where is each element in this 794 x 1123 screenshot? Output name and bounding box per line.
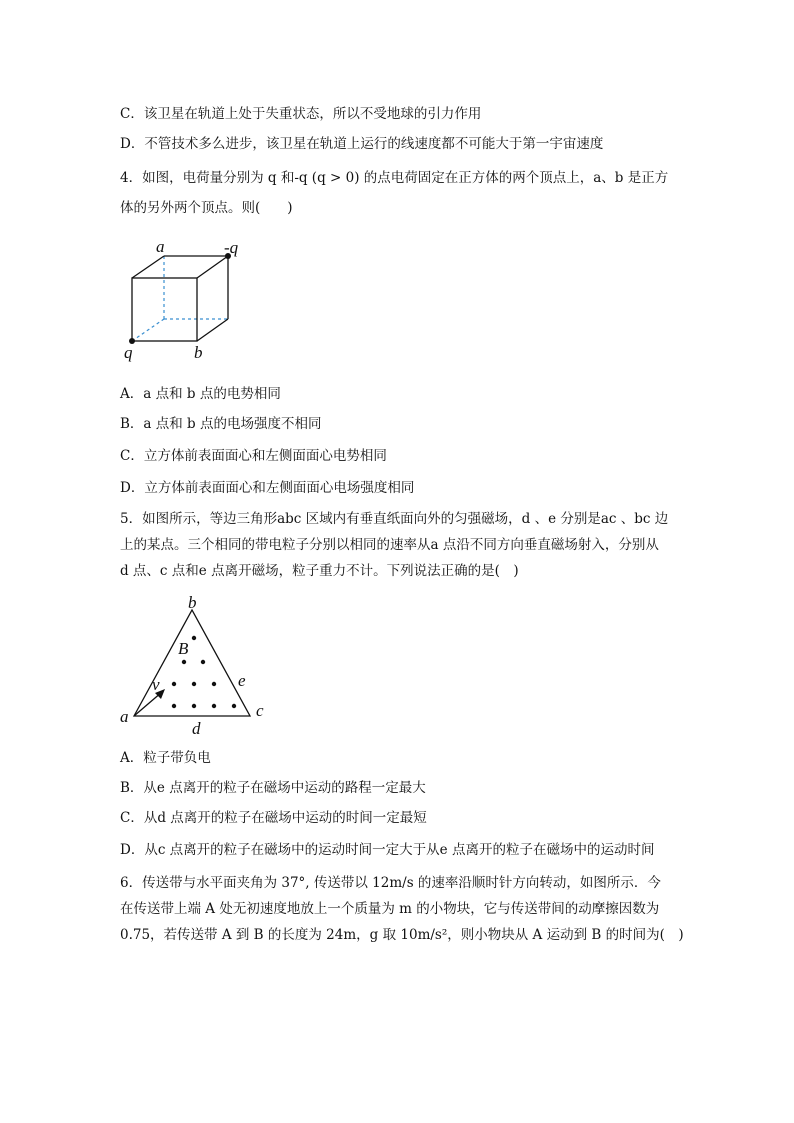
q5-option-b: B．从e 点离开的粒子在磁场中运动的路程一定最大 bbox=[120, 780, 426, 796]
label-b: b bbox=[188, 593, 197, 612]
q3-option-c: C．该卫星在轨道上处于失重状态，所以不受地球的引力作用 bbox=[120, 106, 482, 122]
q5-option-c: C．从d 点离开的粒子在磁场中运动的时间一定最短 bbox=[120, 810, 427, 826]
q3-option-d: D．不管技术多么进步，该卫星在轨道上运行的线速度都不可能大于第一宇宙速度 bbox=[120, 136, 604, 152]
label-neg-q: -q bbox=[224, 238, 239, 257]
label-d: d bbox=[192, 719, 201, 738]
label-a: a bbox=[156, 237, 165, 256]
q4-stem-line2: 体的另外两个顶点。则( ) bbox=[120, 200, 293, 216]
q4-option-d: D．立方体前表面面心和左侧面面心电场强度相同 bbox=[120, 480, 415, 496]
q5-stem-line2: 上的某点。三个相同的带电粒子分别以相同的速率从a 点沿不同方向垂直磁场射入，分别从 bbox=[120, 537, 659, 553]
q4-stem-line1: 4．如图，电荷量分别为 q 和-q (q > 0) 的点电荷固定在正方体的两个顶点上，a、b 是正方 bbox=[120, 170, 669, 186]
label-b: b bbox=[194, 343, 203, 362]
q4-option-b: B．a 点和 b 点的电场强度不相同 bbox=[120, 416, 322, 432]
q6-stem-line3: 0.75，若传送带 A 到 B 的长度为 24m，g 取 10m/s²，则小物块从 A 运动到 B 的时间为( ) bbox=[120, 927, 684, 943]
label-v: v bbox=[152, 675, 160, 694]
label-e: e bbox=[238, 671, 246, 690]
q5-option-a: A．粒子带负电 bbox=[120, 750, 211, 766]
q5-stem-line1: 5．如图所示，等边三角形abc 区域内有垂直纸面向外的匀强磁场，d 、e 分别是ac 、bc 边 bbox=[120, 511, 669, 527]
label-a: a bbox=[120, 707, 129, 726]
q5-triangle-figure bbox=[118, 594, 278, 744]
label-q: q bbox=[124, 343, 133, 362]
q4-cube-figure bbox=[118, 236, 258, 366]
q4-option-a: A．a 点和 b 点的电势相同 bbox=[120, 386, 281, 402]
q5-option-d: D．从c 点离开的粒子在磁场中的运动时间一定大于从e 点离开的粒子在磁场中的运动时间 bbox=[120, 842, 655, 858]
q6-stem-line1: 6．传送带与水平面夹角为 37°, 传送带以 12m/s 的速率沿顺时针方向转动，如图所示．今 bbox=[120, 875, 661, 891]
label-c: c bbox=[256, 701, 264, 720]
q6-stem-line2: 在传送带上端 A 处无初速度地放上一个质量为 m 的小物块，它与传送带间的动摩擦因数为 bbox=[120, 901, 660, 917]
q4-option-c: C．立方体前表面面心和左侧面面心电势相同 bbox=[120, 448, 387, 464]
label-field-B: B bbox=[178, 639, 189, 658]
q5-stem-line3: d 点、c 点和e 点离开磁场，粒子重力不计。下列说法正确的是( ) bbox=[120, 563, 519, 579]
